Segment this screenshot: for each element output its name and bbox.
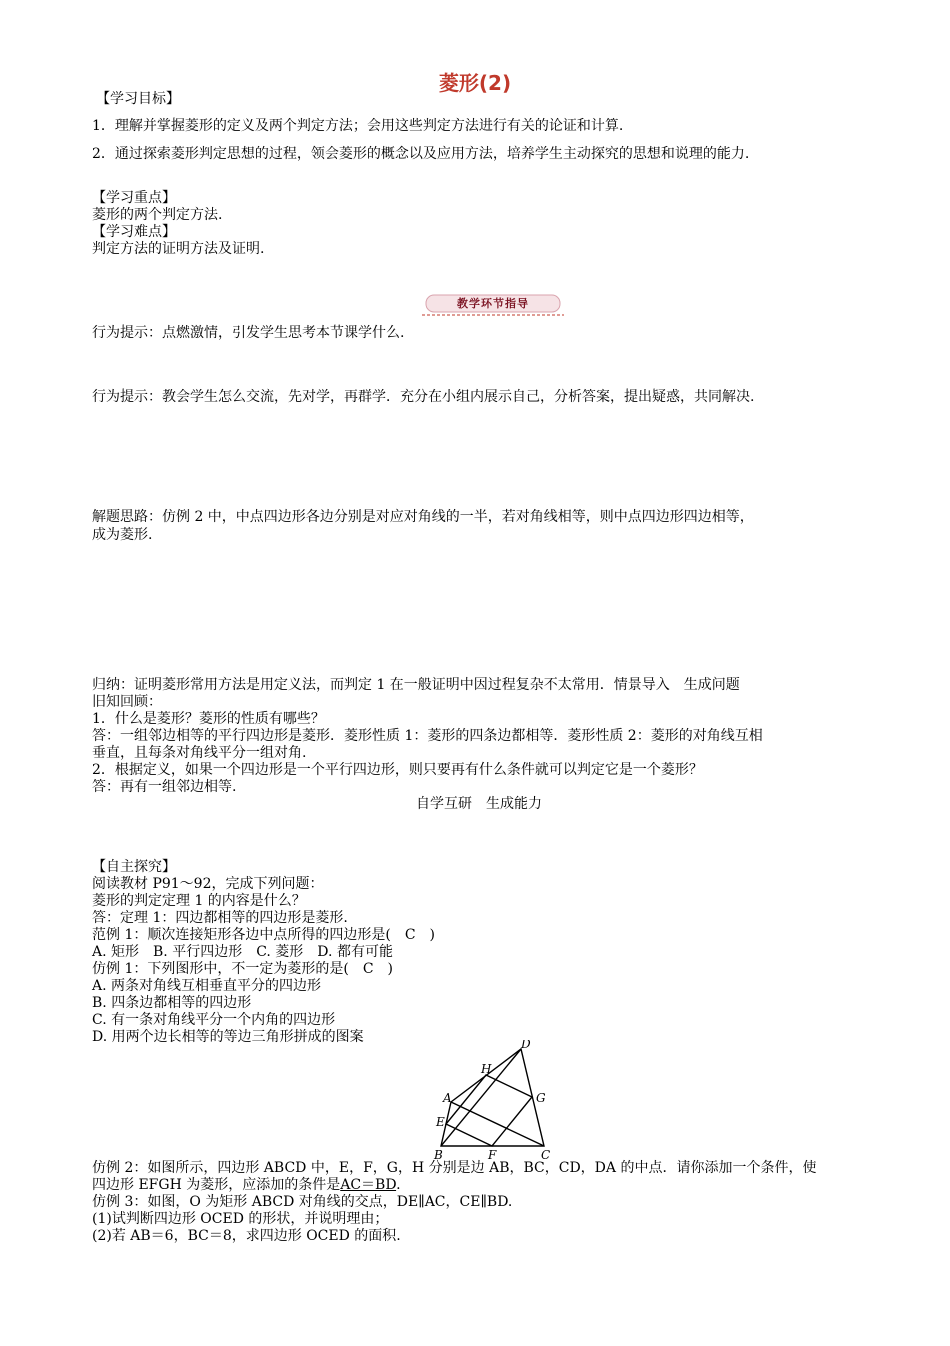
quad-efgh <box>446 1075 532 1146</box>
practice-3-q1: (1)试判断四边形 OCED 的形状，并说明理由； <box>92 1211 389 1227</box>
difficulties-heading: 【学习难点】 <box>92 224 176 240</box>
solution-idea-line1: 解题思路：仿例 2 中，中点四边形各边分别是对应对角线的一半，若对角线相等，则中点四边形四边相等， <box>92 509 754 525</box>
label-g: G <box>536 1091 546 1105</box>
summary: 归纳：证明菱形常用方法是用定义法，而判定 1 在一般证明中因过程复杂不太常用．情景导入 生成问题 <box>92 677 740 693</box>
review-a2: 答：再有一组邻边相等. <box>92 779 237 795</box>
objective-item-2: 2．通过探索菱形判定思想的过程，领会菱形的概念以及应用方法，培养学生主动探究的思想和说理的能力. <box>92 146 750 162</box>
key-points-heading: 【学习重点】 <box>92 190 176 206</box>
practice-3-q2: (2)若 AB＝6，BC＝8，求四边形 OCED 的面积. <box>92 1228 401 1244</box>
hint-1: 行为提示：点燃激情，引发学生思考本节课学什么. <box>92 325 405 341</box>
label-b: B <box>434 1148 443 1162</box>
practice-1-option-a: A. 两条对角线互相垂直平分的四边形 <box>92 978 322 994</box>
key-points-text: 菱形的两个判定方法. <box>92 207 223 223</box>
practice-2-answer: AC＝BD <box>340 1177 397 1193</box>
review-q1: 1．什么是菱形？菱形的性质有哪些？ <box>92 711 325 727</box>
review-a1-line1: 答：一组邻边相等的平行四边形是菱形．菱形性质 1：菱形的四条边都相等．菱形性质 2：菱形的对角线互相 <box>92 728 763 744</box>
review-heading: 旧知回顾： <box>92 694 162 710</box>
example-1-options: A. 矩形 B. 平行四边形 C. 菱形 D. 都有可能 <box>92 944 393 960</box>
practice-2-line1: 仿例 2：如图所示，四边形 ABCD 中，E，F，G，H 分别是边 AB，BC，CD，DA 的中点．请你添加一个条件，使 <box>92 1160 817 1176</box>
review-q2: 2．根据定义，如果一个四边形是一个平行四边形，则只要再有什么条件就可以判定它是一个菱形？ <box>92 762 703 778</box>
practice-3-line1: 仿例 3：如图，O 为矩形 ABCD 对角线的交点，DE∥AC，CE∥BD. <box>92 1194 513 1210</box>
page-title: 菱形(2) <box>438 71 512 95</box>
hint-2: 行为提示：教会学生怎么交流，先对学，再群学．充分在小组内展示自己，分析答案，提出疑惑，共同解决. <box>92 389 755 405</box>
label-a: A <box>443 1091 452 1105</box>
quad-abcd <box>441 1049 544 1146</box>
practice-2-suffix: . <box>396 1177 401 1193</box>
label-e: E <box>436 1115 445 1129</box>
practice-1-option-b: B. 四条边都相等的四边形 <box>92 995 252 1011</box>
practice-1-option-d: D. 用两个边长相等的等边三角形拼成的图案 <box>92 1029 364 1045</box>
teaching-guide-banner <box>422 293 564 317</box>
label-d: D <box>521 1040 531 1051</box>
self-study-question: 菱形的判定定理 1 的内容是什么？ <box>92 893 306 909</box>
label-f: F <box>488 1148 497 1162</box>
label-h: H <box>481 1062 492 1076</box>
quadrilateral-figure <box>432 1040 562 1162</box>
solution-idea-line2: 成为菱形. <box>92 527 153 543</box>
review-a1-line2: 垂直，且每条对角线平分一组对角. <box>92 745 307 761</box>
practice-1: 仿例 1：下列图形中，不一定为菱形的是( C ) <box>92 961 393 977</box>
section-title: 自学互研 生成能力 <box>416 796 542 812</box>
example-1: 范例 1：顺次连接矩形各边中点所得的四边形是( C ) <box>92 927 435 943</box>
self-study-heading: 【自主探究】 <box>92 859 176 875</box>
self-study-read: 阅读教材 P91～92，完成下列问题： <box>92 876 324 892</box>
practice-2-line2 <box>92 1177 401 1194</box>
practice-1-option-c: C. 有一条对角线平分一个内角的四边形 <box>92 1012 336 1028</box>
difficulties-text: 判定方法的证明方法及证明. <box>92 241 265 257</box>
objectives-heading: 【学习目标】 <box>96 91 180 107</box>
self-study-answer: 答：定理 1：四边都相等的四边形是菱形. <box>92 910 348 926</box>
banner-text: 教学环节指导 <box>457 297 529 310</box>
practice-2-prefix: 四边形 EFGH 为菱形，应添加的条件是 <box>92 1177 341 1193</box>
label-c: C <box>541 1148 551 1162</box>
objective-item-1: 1．理解并掌握菱形的定义及两个判定方法；会用这些判定方法进行有关的论证和计算. <box>92 118 624 134</box>
